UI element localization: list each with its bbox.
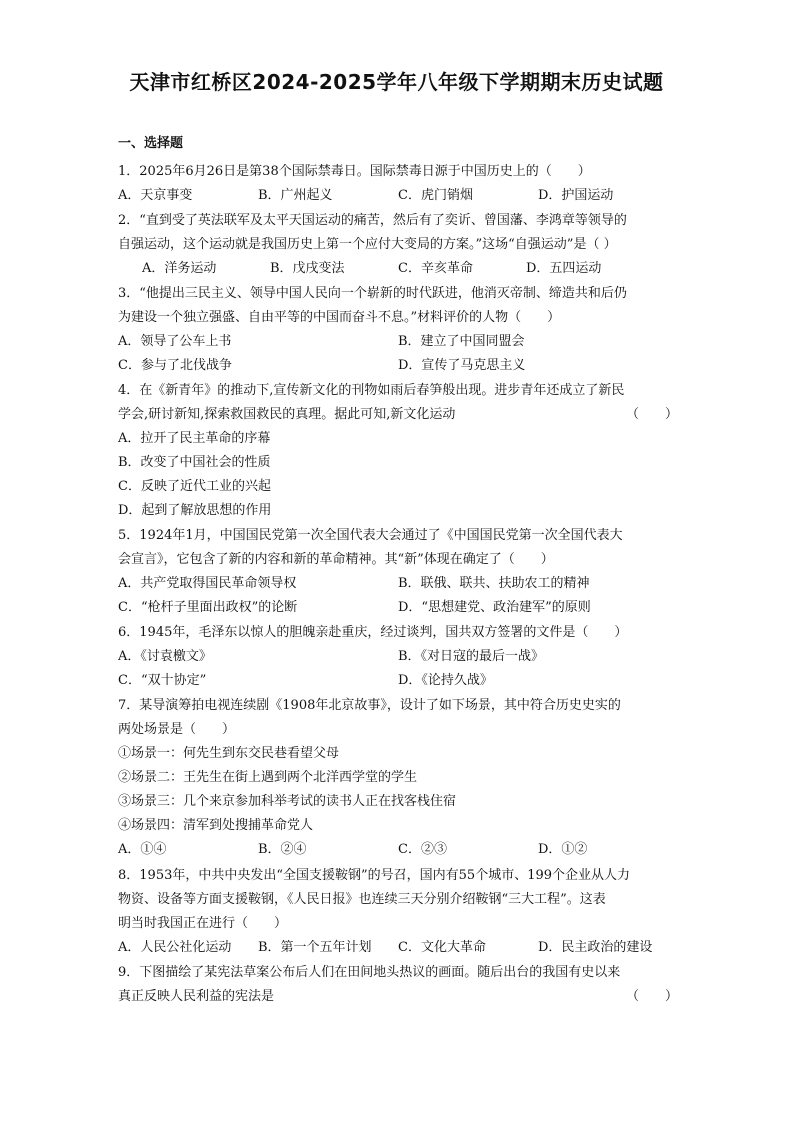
page-title: 天津市红桥区2024-2025学年八年级下学期期末历史试题 [129, 70, 664, 94]
option-d: D．“思想建党、政治建军”的原则 [398, 600, 591, 615]
question-text: 4．在《新青年》的推动下,宣传新文化的刊物如雨后春笋般出现。进步青年还成立了新民 [118, 383, 625, 398]
option-b: B．建立了中国同盟会 [398, 334, 525, 349]
question-text: 3．“他提出三民主义、领导中国人民向一个崭新的时代跃进，他消灭帝制、缔造共和后仍 [118, 286, 627, 301]
option-c: C．文化大革命 [398, 940, 486, 955]
question-text: 自强运动，这个运动就是我国历史上第一个应付大变局的方案。”这场“自强运动”是（ ） [118, 237, 617, 252]
option-a: A．《讨袁檄文》 [118, 649, 212, 664]
question-7 [118, 694, 678, 862]
option-a: A．①④ [118, 842, 167, 857]
option-d: D．民主政治的建设 [538, 940, 653, 955]
option-c: C．辛亥革命 [398, 261, 473, 276]
answer-blank: （ ） [625, 407, 678, 422]
option-d: D．《论持久战》 [398, 673, 493, 688]
question-text: 6．1945年，毛泽东以惊人的胆魄亲赴重庆，经过谈判，国共双方签署的文件是（ ） [118, 625, 628, 640]
question-text: 明当时我国正在进行（ ） [118, 916, 288, 931]
question-text: 会宣言》，它包含了新的内容和新的革命精神。其“新”体现在确定了（ ） [118, 552, 554, 567]
option-b: B．联俄、联共、扶助农工的精神 [398, 576, 590, 591]
option-a: A．共产党取得国民革命领导权 [118, 576, 297, 591]
option-c: C．参与了北伐战争 [118, 358, 232, 373]
question-text: 物资、设备等方面支援鞍钢，《人民日报》也连续三天分别介绍鞍钢“三大工程”。这表 [118, 892, 606, 907]
question-text: 7．某导演筹拍电视连续剧《1908年北京故事》，设计了如下场景，其中符合历史史实的 [118, 698, 621, 713]
answer-blank: （ ） [625, 989, 678, 1004]
question-text: 两处场景是（ ） [118, 722, 236, 737]
option-b: B．戊戌变法 [270, 261, 345, 276]
question-text: 学会,研讨新知,探索救国救民的真理。据此可知,新文化运动 [118, 407, 456, 422]
question-text: 真正反映人民利益的宪法是 [118, 989, 275, 1004]
question-text: 1．2025年6月26日是第38个国际禁毒日。国际禁毒日源于中国历史上的（ ） [118, 164, 591, 179]
section-heading: 一、选择题 [118, 136, 184, 151]
option-c: C．“枪杆子里面出政权”的论断 [118, 600, 298, 615]
option-c: C．②③ [398, 842, 447, 857]
option-a: A．领导了公车上书 [118, 334, 232, 349]
question-text: 为建设一个独立强盛、自由平等的中国而奋斗不息。”材料评价的人物（ ） [118, 310, 561, 325]
question-2 [118, 209, 678, 281]
question-3 [118, 282, 678, 378]
scene-item: ④场景四：清军到处搜捕革命党人 [118, 818, 314, 833]
question-5 [118, 524, 678, 620]
question-text: 9．下图描绘了某宪法草案公布后人们在田间地头热议的画面。随后出台的我国有史以来 [118, 965, 621, 980]
option-d: D．宣传了马克思主义 [398, 358, 526, 373]
option-b: B．《对日寇的最后一战》 [398, 649, 545, 664]
scene-item: ③场景三：几个来京参加科举考试的读书人正在找客栈住宿 [118, 794, 457, 809]
option-b: B．②④ [258, 842, 307, 857]
option-b: B．改变了中国社会的性质 [118, 455, 271, 470]
question-9 [118, 961, 678, 1009]
question-4 [118, 379, 678, 523]
option-d: D．五四运动 [526, 261, 602, 276]
option-d: D．起到了解放思想的作用 [118, 503, 272, 518]
question-8 [118, 864, 678, 960]
option-a: A．拉开了民主革命的序幕 [118, 431, 271, 446]
question-text: 2．“直到受了英法联军及太平天国运动的痛苦，然后有了奕䜣、曾国藩、李鸿章等领导的 [118, 213, 627, 228]
option-d: D．护国运动 [538, 188, 614, 203]
option-d: D．①② [538, 842, 588, 857]
option-c: C．虎门销烟 [398, 188, 473, 203]
option-c: C．“双十协定” [118, 673, 207, 688]
option-a: A．天京事变 [118, 188, 193, 203]
option-c: C．反映了近代工业的兴起 [118, 479, 271, 494]
question-6 [118, 621, 678, 693]
question-1 [118, 160, 678, 208]
scene-item: ①场景一：何先生到东交民巷看望父母 [118, 746, 340, 761]
option-a: A．洋务运动 [142, 261, 217, 276]
question-text: 8．1953年，中共中央发出“全国支援鞍钢”的号召，国内有55个城市、199个企业从人力 [118, 868, 631, 883]
scene-item: ②场景二：王先生在街上遇到两个北洋西学堂的学生 [118, 770, 418, 785]
option-b: B．广州起义 [258, 188, 333, 203]
question-text: 5．1924年1月，中国国民党第一次全国代表大会通过了《中国国民党第一次全国代表大 [118, 528, 623, 543]
option-a: A．人民公社化运动 [118, 940, 232, 955]
option-b: B．第一个五年计划 [258, 940, 372, 955]
